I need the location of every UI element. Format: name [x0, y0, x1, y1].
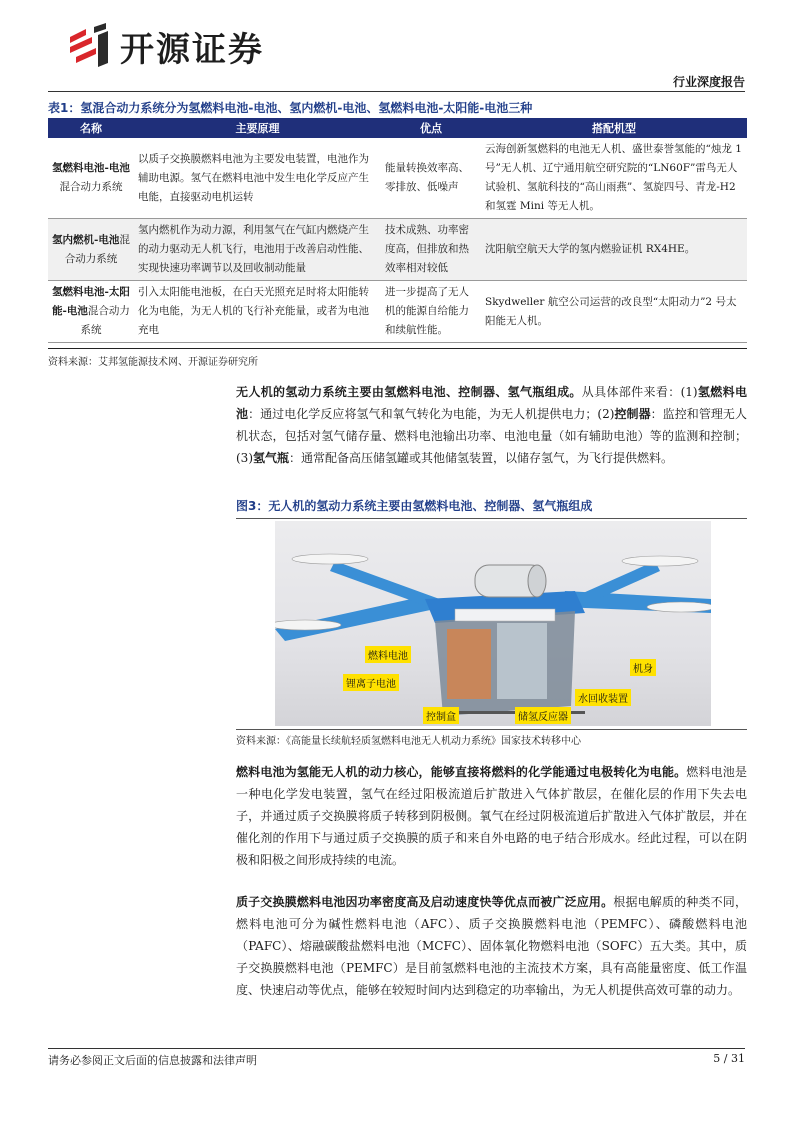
logo-mark-icon: [66, 23, 110, 69]
paragraph-fuel-cell-core: 燃料电池为氢能无人机的动力核心，能够直接将燃料的化学能通过电极转化为电能。燃料电池是一种电化学发电装置，氢气在经过阳极流道后扩散进入气体扩散层，在催化层的作用下失去电子，并通过质子交换膜将质子转移到阴极侧。氧气在经过阴极流道后扩散进入气体扩散层，并在催化剂的作用下与通过质子交换膜的质子和来自外电路的电子结合形成水。经此过程，可以在阴极和阳极之间形成持续的电流。: [236, 765, 747, 867]
drone-hydrogen-system-image: [275, 521, 711, 726]
label-li-battery: 锂离子电池: [343, 674, 399, 691]
footer-divider: [48, 1048, 745, 1049]
report-type: 行业深度报告: [672, 75, 745, 89]
table-bottom-rule: [48, 348, 747, 349]
label-control-box: 控制盒: [423, 707, 459, 724]
row-name: 氢内燃机-电池混合动力系统: [48, 219, 134, 281]
col-header-aircraft: 搭配机型: [481, 118, 747, 138]
row-name: 氢燃料电池-太阳能-电池混合动力系统: [48, 281, 134, 343]
paragraph-components: 无人机的氢动力系统主要由氢燃料电池、控制器、氢气瓶组成。从具体部件来看：(1)氢燃料电池：通过电化学反应将氢气和氧气转化为电能，为无人机提供电力；(2)控制器：监控和管理无人机状态，包括对氢气储存量、燃料电池输出功率、电池电量（如有辅助电池）等的监测和控制；(3)氢气瓶：通常配备高压储氢罐或其他储氢装置，以储存氢气，为飞行提供燃料。: [236, 385, 747, 465]
figure-bottom-rule: [236, 729, 747, 730]
row-advantages: 能量转换效率高、零排放、低噪声: [381, 138, 481, 219]
company-logo: [66, 22, 306, 70]
table-row: [48, 219, 747, 281]
label-fuel-cell: 燃料电池: [365, 646, 411, 663]
row-aircraft: Skydweller 航空公司运营的改良型“太阳动力”2 号太阳能无人机。: [481, 281, 747, 343]
table-row: [48, 281, 747, 343]
hybrid-system-table: [48, 118, 747, 343]
figure-source: 资料来源：《高能量长续航轻质氢燃料电池无人机动力系统》国家技术转移中心: [236, 736, 581, 747]
label-water-recovery: 水回收装置: [575, 689, 631, 706]
table-row: [48, 138, 747, 219]
row-advantages: 技术成熟、功率密度高，但排放和热效率相对较低: [381, 219, 481, 281]
label-hydrogen-reactor: 储氢反应器: [515, 707, 571, 724]
table-header-row: [48, 118, 747, 138]
label-fuselage: 机身: [630, 659, 656, 676]
row-advantages: 进一步提高了无人机的能源自给能力和续航性能。: [381, 281, 481, 343]
table-source: 资料来源：艾邦氢能源技术网、开源证券研究所: [48, 357, 258, 368]
row-principle: 以质子交换膜燃料电池为主要发电装置，电池作为辅助电源。氢气在燃料电池中发生电化学反应产生电能，直接驱动电机运转: [134, 138, 381, 219]
row-principle: 引入太阳能电池板，在白天光照充足时将太阳能转化为电能，为无人机的飞行补充能量，或者为电池充电: [134, 281, 381, 343]
row-name: 氢燃料电池-电池混合动力系统: [48, 138, 134, 219]
paragraph-pemfc: 质子交换膜燃料电池因功率密度高及启动速度快等优点而被广泛应用。根据电解质的种类不同，燃料电池可分为碱性燃料电池（AFC）、质子交换膜燃料电池（PEMFC）、磷酸燃料电池（PAFC）、熔融碳酸盐燃料电池（MCFC）、固体氧化物燃料电池（SOFC）五大类。其中，质子交换膜燃料电池（PEMFC）是目前氢燃料电池的主流技术方案，具有高能量密度、低工作温度、快速启动等优点，能够在较短时间内达到稳定的功率输出，为无人机提供高效可靠的动力。: [236, 895, 747, 997]
header-divider: [48, 91, 745, 92]
footer-disclaimer: 请务必参阅正文后面的信息披露和法律声明: [48, 1054, 257, 1067]
logo-text: 开源证券: [120, 29, 264, 70]
row-principle: 氢内燃机作为动力源，利用氢气在气缸内燃烧产生的动力驱动无人机飞行，电池用于改善启动性能、实现快速功率调节以及回收制动能量: [134, 219, 381, 281]
col-header-advantages: 优点: [381, 118, 481, 138]
figure-title: 图3：无人机的氢动力系统主要由氢燃料电池、控制器、氢气瓶组成: [236, 497, 747, 519]
table-title: 表1：氢混合动力系统分为氢燃料电池-电池、氢内燃机-电池、氢燃料电池-太阳能-电池三种: [48, 101, 533, 115]
row-aircraft: 云海创新氢燃料的电池无人机、盛世泰誉氢能的“烛龙 1 号”无人机、辽宁通用航空研究院的“LN60F”雷鸟无人试验机、氢航科技的“高山雨燕”、氢旋四号、青龙-H2 和氢霆 Mini 等无人机。: [481, 138, 747, 219]
page-number: 5 / 31: [713, 1052, 745, 1065]
row-aircraft: 沈阳航空航天大学的氢内燃验证机 RX4HE。: [481, 219, 747, 281]
col-header-principle: 主要原理: [134, 118, 381, 138]
col-header-name: 名称: [48, 118, 134, 138]
